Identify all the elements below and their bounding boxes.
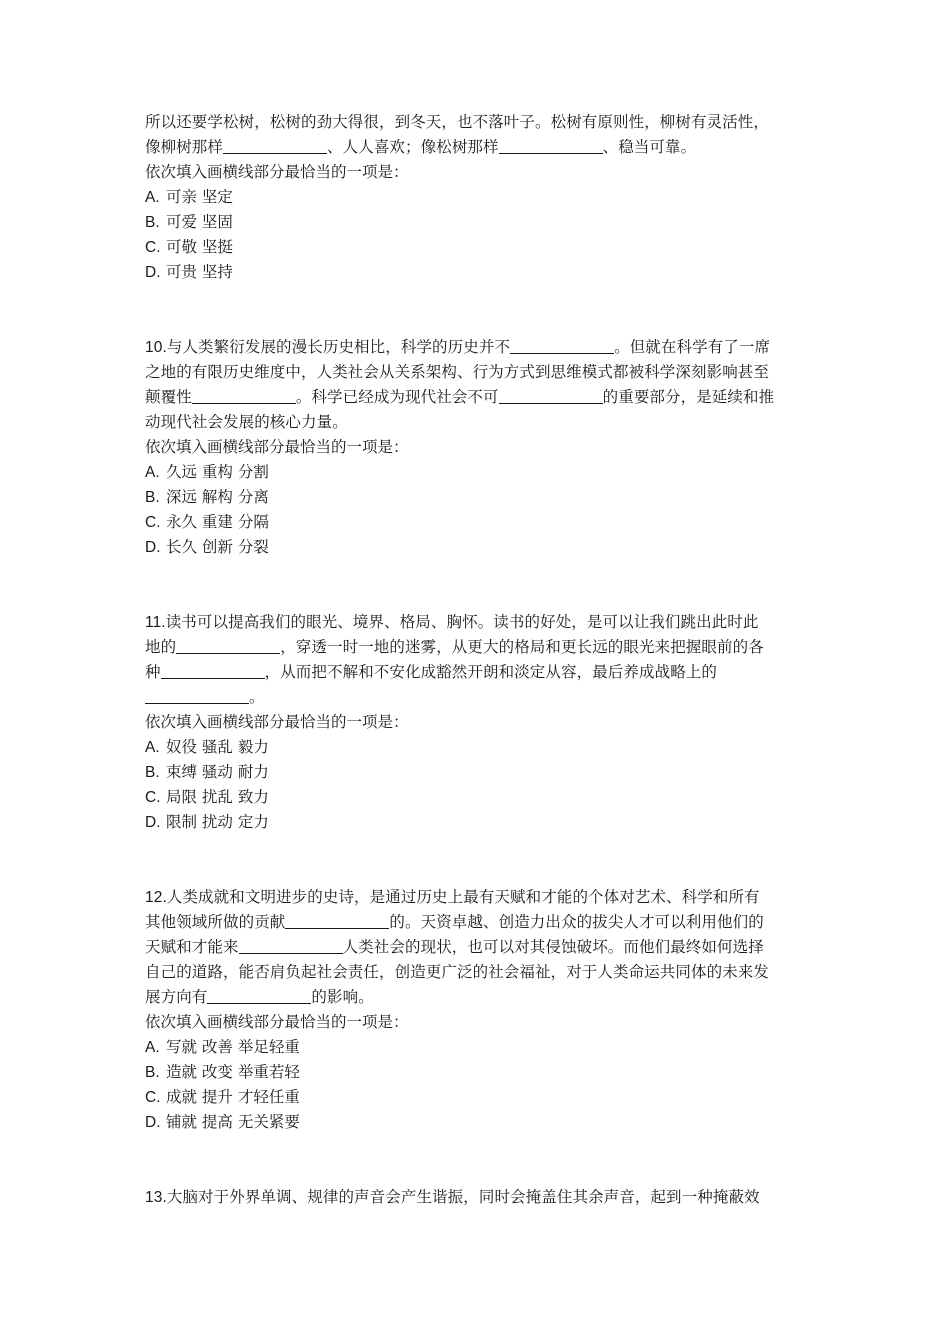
answer-blank [223, 137, 327, 154]
option-letter: B. [145, 489, 160, 506]
stem-text: 颠覆性 [145, 388, 192, 406]
spacer [145, 560, 810, 610]
stem-text: 的重要部分，是延续和推 [602, 388, 775, 406]
question-number: 10. [145, 339, 167, 356]
answer-blank [239, 937, 343, 954]
document-page [145, 110, 810, 1210]
option-letter: B. [145, 1064, 160, 1081]
option-text: 长久 创新 分裂 [166, 538, 269, 556]
spacer [145, 285, 810, 335]
option-a [145, 460, 810, 485]
stem-text: 像柳树那样 [145, 138, 224, 156]
answer-blank [499, 137, 603, 154]
option-a [145, 185, 810, 210]
answer-blank [285, 912, 389, 929]
question-12-stem [145, 885, 810, 1010]
option-letter: A. [145, 189, 160, 206]
option-text: 可敬 坚挺 [166, 238, 233, 256]
stem-text: 。但就在科学有了一席 [614, 338, 771, 356]
option-letter: B. [145, 214, 160, 231]
question-12-prompt: 依次填入画横线部分最恰当的一项是： [145, 1013, 409, 1031]
option-letter: C. [145, 514, 161, 531]
answer-blank [499, 387, 603, 404]
question-13 [145, 1185, 810, 1210]
answer-blank [207, 987, 311, 1004]
answer-blank [192, 387, 296, 404]
option-text: 成就 提升 才轻任重 [166, 1088, 300, 1106]
option-text: 永久 重建 分隔 [166, 513, 269, 531]
stem-text: 人类成就和文明进步的史诗，是通过历史上最有天赋和才能的个体对艺术、科学和所有 [166, 888, 760, 906]
spacer [145, 835, 810, 885]
stem-text: 的。天资卓越、创造力出众的拔尖人才可以利用他们的 [389, 913, 764, 931]
question-9-prompt: 依次填入画横线部分最恰当的一项是： [145, 163, 409, 181]
option-letter: B. [145, 764, 160, 781]
answer-blank [161, 662, 265, 679]
stem-text: 、稳当可靠。 [602, 138, 697, 156]
option-b [145, 210, 810, 235]
option-a [145, 1035, 810, 1060]
answer-blank [145, 687, 249, 704]
option-b [145, 760, 810, 785]
option-text: 奴役 骚乱 毅力 [166, 738, 269, 756]
option-letter: A. [145, 739, 160, 756]
question-9 [145, 110, 810, 285]
answer-blank [510, 337, 614, 354]
option-text: 可爱 坚固 [166, 213, 233, 231]
option-c [145, 1085, 810, 1110]
option-text: 局限 扰乱 致力 [166, 788, 269, 806]
stem-text: ，穿透一时一地的迷雾，从更大的格局和更长远的眼光来把握眼前的各 [280, 638, 764, 656]
stem-text: 的影响。 [311, 988, 374, 1006]
question-12-options [145, 1035, 810, 1135]
option-text: 久远 重构 分割 [166, 463, 269, 481]
option-d [145, 535, 810, 560]
question-9-options [145, 185, 810, 285]
question-11-options [145, 735, 810, 835]
question-13-stem [145, 1185, 810, 1210]
option-letter: A. [145, 1039, 160, 1056]
option-c [145, 510, 810, 535]
option-b [145, 1060, 810, 1085]
stem-text: 种 [145, 663, 161, 681]
option-text: 束缚 骚动 耐力 [166, 763, 269, 781]
question-10 [145, 335, 810, 560]
question-10-prompt: 依次填入画横线部分最恰当的一项是： [145, 438, 409, 456]
question-9-stem [145, 110, 810, 160]
option-a [145, 735, 810, 760]
question-number: 12. [145, 889, 167, 906]
stem-text: 动现代社会发展的核心力量。 [145, 413, 348, 431]
stem-text: 展方向有 [145, 988, 208, 1006]
question-11 [145, 610, 810, 835]
option-letter: D. [145, 539, 161, 556]
stem-text: 大脑对于外界单调、规律的声音会产生谐振，同时会掩盖住其余声音，起到一种掩蔽效 [166, 1188, 760, 1206]
stem-text: 人类社会的现状，也可以对其侵蚀破坏。而他们最终如何选择 [342, 938, 764, 956]
option-letter: C. [145, 1089, 161, 1106]
option-d [145, 1110, 810, 1135]
spacer [145, 1135, 810, 1185]
question-number: 13. [145, 1189, 167, 1206]
option-letter: A. [145, 464, 160, 481]
option-letter: C. [145, 239, 161, 256]
stem-text: 。 [249, 688, 265, 706]
stem-text: 其他领域所做的贡献 [145, 913, 286, 931]
option-d [145, 810, 810, 835]
option-text: 造就 改变 举重若轻 [166, 1063, 300, 1081]
option-letter: D. [145, 264, 161, 281]
option-text: 可贵 坚持 [166, 263, 233, 281]
option-b [145, 485, 810, 510]
question-10-options [145, 460, 810, 560]
option-text: 可亲 坚定 [166, 188, 233, 206]
question-11-stem [145, 610, 810, 710]
stem-text: 、人人喜欢；像松树那样 [327, 138, 499, 156]
stem-text: 与人类繁衍发展的漫长历史相比，科学的历史并不 [166, 338, 511, 356]
option-text: 限制 扰动 定力 [166, 813, 269, 831]
stem-line: 所以还要学松树，松树的劲大得很，到冬天，也不落叶子。松树有原则性，柳树有灵活性， [145, 113, 770, 131]
question-11-prompt: 依次填入画横线部分最恰当的一项是： [145, 713, 409, 731]
stem-text: 之地的有限历史维度中，人类社会从关系架构、行为方式到思维模式都被科学深刻影响甚至 [145, 363, 770, 381]
option-letter: D. [145, 1114, 161, 1131]
option-text: 深远 解构 分离 [166, 488, 269, 506]
option-c [145, 235, 810, 260]
question-10-stem [145, 335, 810, 435]
question-number: 11. [145, 614, 166, 631]
option-letter: C. [145, 789, 161, 806]
option-c [145, 785, 810, 810]
stem-text: 地的 [145, 638, 177, 656]
stem-text: ，从而把不解和不安化成豁然开朗和淡定从容，最后养成战略上的 [264, 663, 718, 681]
option-d [145, 260, 810, 285]
stem-text: 自己的道路，能否肩负起社会责任，创造更广泛的社会福祉，对于人类命运共同体的未来发 [145, 963, 770, 981]
answer-blank [176, 637, 280, 654]
stem-text: 。科学已经成为现代社会不可 [295, 388, 499, 406]
option-letter: D. [145, 814, 161, 831]
stem-text: 读书可以提高我们的眼光、境界、格局、胸怀。读书的好处，是可以让我们跳出此时此 [165, 613, 759, 631]
option-text: 写就 改善 举足轻重 [166, 1038, 300, 1056]
question-12 [145, 885, 810, 1135]
option-text: 铺就 提高 无关紧要 [166, 1113, 300, 1131]
stem-text: 天赋和才能来 [145, 938, 239, 956]
